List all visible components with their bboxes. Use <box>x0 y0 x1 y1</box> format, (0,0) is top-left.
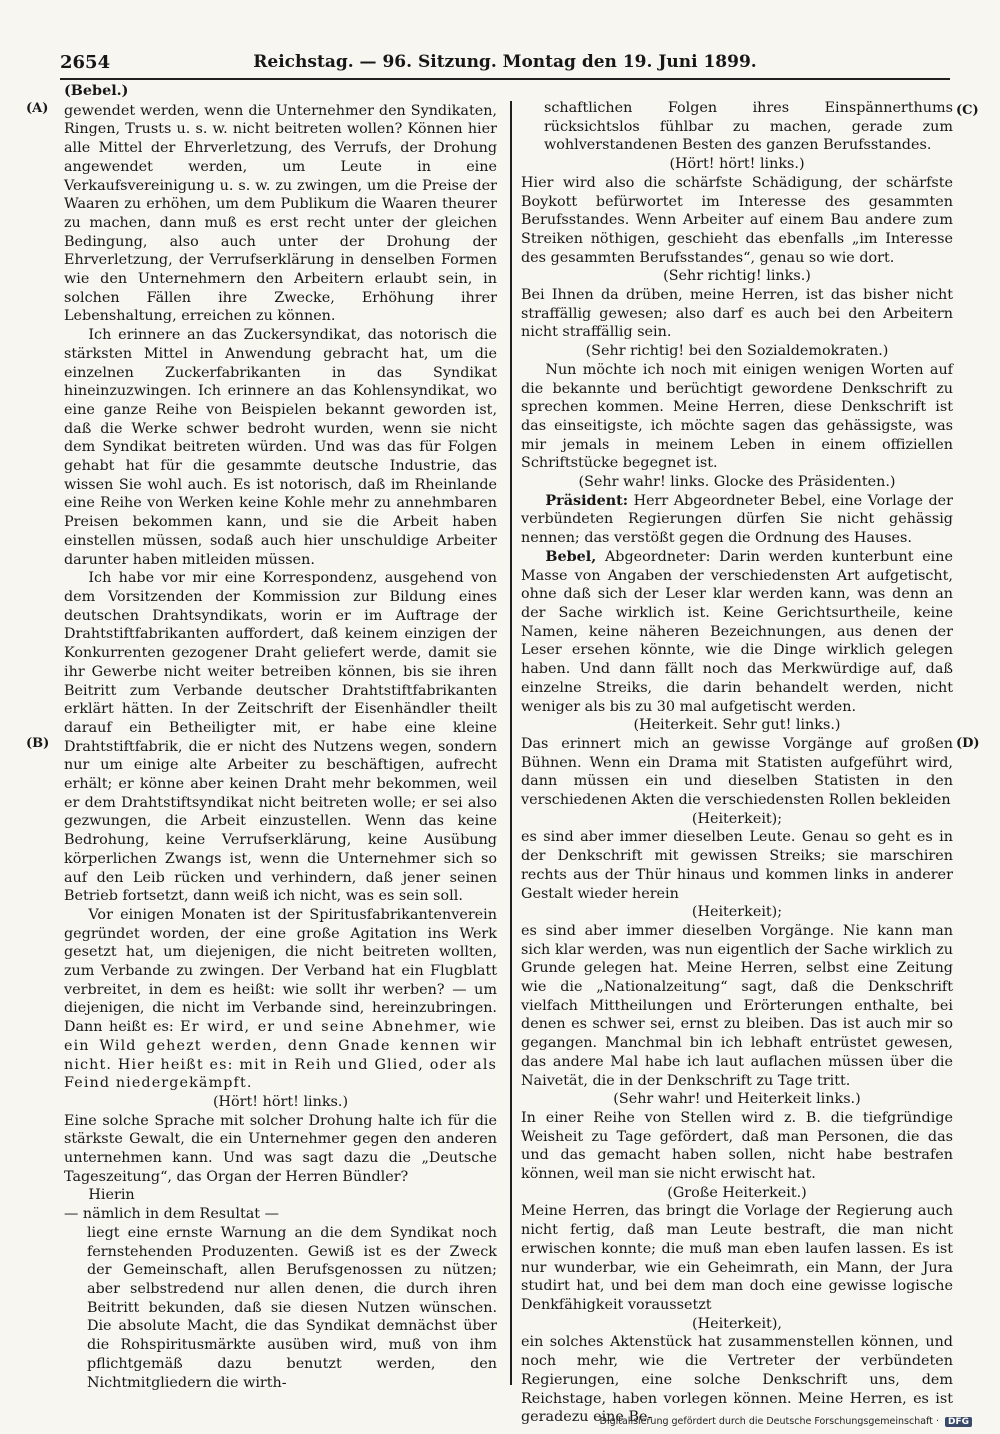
reaction: (Sehr wahr! links. Glocke des Präsidenten.) <box>578 474 896 491</box>
margin-mark-c: (C) <box>956 103 979 118</box>
paragraph: Nun möchte ich noch mit einigen wenigen Worten auf die bekannte und berüchtigt gewordene Denkschrift zu sprechen kommen. Meine Herren, diese Denkschrift ist das einseitigste, ich möchte sagen das gehässigste, was mir jemals in meinem Leben in einem offiziellen Schriftstücke begegnet ist. <box>521 361 953 472</box>
quote-block: schaftlichen Folgen ihres Einspännerthums rücksichtslos fühlbar zu machen, gerade zum wohlverstandenen Besten des ganzen Berufsstandes. <box>543 100 953 154</box>
paragraph: Bei Ihnen da drüben, meine Herren, ist das bisher nicht straffällig gewesen; also darf es auch bei den Arbeitern nicht straffällig sein. <box>521 287 953 341</box>
reaction: (Heiterkeit); <box>691 904 783 921</box>
right-column <box>521 99 953 1427</box>
page-number: 2654 <box>60 52 111 73</box>
margin-mark-a: (A) <box>26 101 49 116</box>
paragraph: es sind aber immer dieselben Vorgänge. Nie kann man sich klar werden, was nun eigentlich der Sache wirklich zu Grunde gelegen hat. Meine Herren, selbst eine Zeitung wie die „Nationalzeitung“ sagt, daß die Denkschrift vielfach Mittheilungen und Erörterungen enthalte, bei denen es schwer sei, ernst zu bleiben. Das ist auch mir so gegangen. Manchmal bin ich lebhaft entrüstet gewesen, das andere Mal habe ich laut auflachen müssen über die Naivetät, die in der Denkschrift zu Tage tritt. <box>521 922 953 1089</box>
paragraph <box>64 906 497 1093</box>
paragraph: Hier wird also die schärfste Schädigung, der schärfste Boykott befürwortet im Interesse des gesammten Berufsstandes. Wenn Arbeiter auf einem Bau andere zum Streiken nöthigen, geschieht das ebenfalls „im Interesse des gesammten Berufsstandes“, genau so wie dort. <box>521 174 953 266</box>
paragraph: es sind aber immer dieselben Leute. Genau so geht es in der Denkschrift mit gewissen Streiks; sie marschiren rechts aus der Thür hinaus und kommen links in anderer Gestalt wieder herein <box>521 829 953 902</box>
margin-mark-d: (D) <box>956 736 980 751</box>
reaction: (Sehr richtig! links.) <box>663 268 811 285</box>
paragraph: Das erinnert mich an gewisse Vorgänge auf großen Bühnen. Wenn ein Drama mit Statisten aufgeführt wird, dann müssen ein und dieselben Statisten in den verschiedenen Akten die verschiedensten Rollen bekleiden <box>521 735 953 809</box>
reaction: (Große Heiterkeit.) <box>667 1184 807 1201</box>
paragraph-text: Vor einigen Monaten ist der Spiritusfabrikantenverein gegründet worden, der eine große Agitation ins Werk gesetzt hat, um diejenigen, die nicht beitreten wollten, zum Verbande zu zwingen. Der Verband hat ein Flugblatt verbreitet, in dem es heißt: wie sollt ihr werben? — um diejenigen, die nicht im Verbande sind, hereinzubringen. Dann heißt es: <box>64 906 497 1036</box>
paragraph: Meine Herren, das bringt die Vorlage der Regierung auch nicht fertig, daß man Leute bestraft, die man nicht erwischen konnte; die muß man eben laufen lassen. Es ist nur wunderbar, wie ein Geheimrath, ein Mann, der Jura studirt hat, und bei dem man doch eine gewisse logische Denkfähigkeit voraussetzt <box>521 1203 953 1313</box>
reaction: (Heiterkeit), <box>692 1315 782 1332</box>
reaction: (Sehr wahr! und Heiterkeit links.) <box>613 1091 861 1108</box>
reaction: (Heiterkeit. Sehr gut! links.) <box>633 717 841 734</box>
speaker-name: Präsident: <box>545 492 629 509</box>
paragraph: Ich erinnere an das Zuckersyndikat, das notorisch die stärksten Mittel in Anwendung gebracht hat, um die einzelnen Zuckerfabrikanten in das Syndikat hineinzuzwingen. Ich erinnere an das Kohlensyndikat, wo eine ganze Reihe von Beispielen bekannt geworden ist, daß die Werke schwer bedroht wurden, wenn sie nicht dem Syndikat beitreten würden. Und was das für Folgen gehabt hat für die gesammte deutsche Industrie, das wissen Sie wohl auch. Es ist notorisch, daß im Rheinlande eine Reihe von Werken keine Kohle mehr zu annehmbaren Preisen bekommen kann, und sie die Arbeit haben einstellen müssen, sodaß auch hier unschuldige Arbeiter darunter haben mitleiden müssen. <box>64 327 497 568</box>
left-column <box>64 82 497 1392</box>
reaction: (Hört! hört! links.) <box>212 1093 349 1110</box>
page-header <box>60 47 950 77</box>
quote-block: liegt eine ernste Warnung an die dem Syndikat noch fernstehenden Produzenten. Gewiß ist es der Zweck der Gemeinschaft, allen Berufsgenossen zu nützen; aber selbstredend nur allen denen, die durch ihren Beitritt bekunden, daß sie diesen Nutzen wünschen. Die absolute Macht, die das Syndikat demnächst über die Rohspiritusmärkte ausüben wird, muß von ihm pflichtgemäß dazu benutzt werden, den Nichtmitgliedern die wirth- <box>86 1224 497 1391</box>
reaction: (Heiterkeit); <box>691 810 783 827</box>
paragraph <box>521 548 953 716</box>
paragraph-text: Abgeordneter: Darin werden kunterbunt eine Masse von Angaben der verschiedensten Art aufgetischt, ohne daß sich der Leser klar werden kann, was denn an der Sache wirklich ist. Keine Gerichtsurtheile, keine Namen, keine näheren Bezeichnungen, aus denen der Leser ersehen könnte, wie die Dinge wirklich gelegen haben. Und dann fällt noch das Merkwürdige auf, daß einzelne Streiks, die darin behandelt werden, nicht weniger als bis zu 30 mal aufgetischt werden. <box>521 548 953 715</box>
paragraph: Ich habe vor mir eine Korrespondenz, ausgehend von dem Vorsitzenden der Kommission zur Bildung eines deutschen Drahtsyndikats, worin er im Auftrage der Drahtstiftfabrikanten auffordert, daß keinem einzigen der Konkurrenten gezogener Draht geliefert werde, damit sie ihr Gewerbe nicht weiter betreiben können, bis sie ihren Beitritt zum Verbande deutscher Drahtstiftfabrikanten erklärt hätten. In der Zeitschrift der Eisenhändler theilt darauf ein Betheiligter mit, er habe eine kleine Drahtstiftfabrik, die er nicht des Nutzens wegen, sondern nur um einige alte Arbeiter zu beschäftigen, aufrecht erhält; er könne aber keinen Draht mehr bekommen, weil er dem Drahtstiftsyndikat nicht beitreten wolle; er sei also gezwungen, die Arbeit einzustellen. Wenn das keine Bedrohung, keine Verrufserklärung, keine Ausübung körperlichen Zwangs ist, wenn die Unternehmer sich so auf den Leib rücken und verhindern, daß jener seinen Betrieb fortsetzt, dann weiß ich nicht, was es sein soll. <box>64 570 497 905</box>
paragraph: Eine solche Sprache mit solcher Drohung halte ich für die stärkste Gewalt, die ein Unternehmer gegen den anderen unternehmen kann. Und was sagt dazu die „Deutsche Tageszeitung“, das Organ der Herren Bündler? <box>64 1112 497 1185</box>
paragraph: Hierin <box>88 1187 135 1204</box>
paragraph: In einer Reihe von Stellen wird z. B. die tiefgründige Weisheit zu Tage gefördert, daß man Personen, die das und das gemacht haben sollen, nicht habe bestrafen können, weil man sie nicht erwischt hat. <box>521 1109 953 1183</box>
page-title: Reichstag. — 96. Sitzung. Montag den 19. Juni 1899. <box>253 52 757 72</box>
reaction: (Hört! hört! links.) <box>669 156 805 173</box>
reaction: (Sehr richtig! bei den Sozialdemokraten.) <box>585 343 889 360</box>
paragraph-text: Herr Abgeordneter Bebel, eine Vorlage der verbündeten Regierungen dürfen Sie nicht gehässig nennen; das verstößt gegen die Ordnung des Hauses. <box>521 492 953 547</box>
paragraph <box>521 492 953 548</box>
dfg-logo: DFG <box>945 1417 972 1427</box>
paragraph: ein solches Aktenstück hat zusammenstellen können, und noch mehr, wie die Vertreter der verbündeten Regierungen, eine solche Denkschrift uns, dem Reichstage, haben vorlegen können. Meine Herren, es ist geradezu eine Be- <box>521 1334 953 1426</box>
margin-mark-b: (B) <box>26 736 50 751</box>
footer-credit <box>600 1416 972 1427</box>
paragraph: gewendet werden, wenn die Unternehmer den Syndikaten, Ringen, Trusts u. s. w. nicht beitreten wollen? Können hier alle Mittel der Ehrverletzung, des Verrufs, der Drohung angewendet werden, um Leute in eine Verkaufsvereinigung u. s. w. zu zwingen, um die Preise der Waaren zu erhöhen, um dem Publikum die Waaren theurer zu machen, dann muß es erst recht unter der gleichen Bedingung, also auch unter der Drohung der Ehrverletzung, der Verrufserklärung in denselben Formen wie den Unternehmern den Arbeitern erlaubt sein, in solchen Fällen ihre Zwecke, Erhöhung ihrer Lebenshaltung, erreichen zu können. <box>64 102 497 325</box>
header-rule <box>60 78 950 80</box>
speaker-name: Bebel, <box>545 548 597 565</box>
paragraph: — nämlich in dem Resultat — <box>64 1206 279 1223</box>
column-divider <box>510 101 512 1385</box>
emphasized-quote: Er wird, er und seine Abnehmer, wie ein Wild gehezt werden, denn Gnade kennen wir nicht. Hier heißt es: mit in Reih und Glied, oder als Feind niedergekämpft. <box>64 1019 497 1092</box>
speaker-tag: (Bebel.) <box>64 83 129 99</box>
footer-text: Digitalisierung gefördert durch die Deutsche Forschungsgemeinschaft · <box>599 1416 939 1427</box>
